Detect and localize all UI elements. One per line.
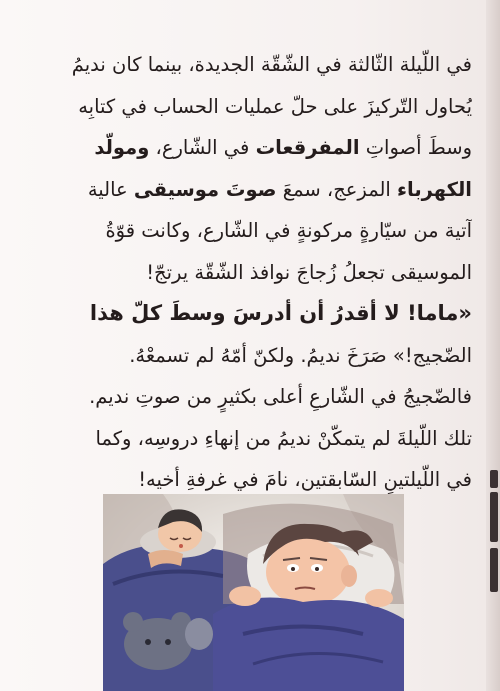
nadim-ear (341, 565, 357, 587)
story-line: الموسيقى تجعلُ زُجاجَ نوافذ الشّقّة يرتجّ! (146, 260, 472, 284)
story-line: يُحاول التّركيزَ على حلّ عمليات الحساب في كتابِه (78, 94, 472, 118)
nadim-hand (229, 586, 261, 606)
nadim-pupil (291, 567, 295, 571)
bedroom-scene (103, 494, 404, 691)
story-line: الضّجيج!» صَرَخَ نديمُ. ولكنّ أمّهُ لم تسمعْهُ. (129, 343, 472, 367)
page-edge (486, 0, 500, 691)
plush-toy-paw (185, 618, 213, 650)
story-line: تلك اللّيلةَ لم يتمكّنْ نديمُ من إنهاءِ دروسِه، وكما (95, 426, 472, 450)
edge-mark (490, 492, 498, 542)
plush-toy-ear (123, 612, 143, 632)
story-text (36, 44, 472, 501)
nadim-blanket (213, 598, 404, 691)
nadim-hand (365, 589, 393, 607)
story-line-bold: «ماما! لا أقدرُ أن أدرسَ وسطَ كلّ هذا (89, 301, 472, 325)
story-line: في اللّيلة الثّالثة في الشّقّة الجديدة، بينما كان نديمُ (71, 53, 472, 76)
edge-mark (490, 548, 498, 592)
nadim-pupil (315, 567, 319, 571)
edge-mark (490, 470, 498, 488)
story-line: آتية من سيّارةٍ مركونةٍ في الشّارع، وكانت قوّةُ (105, 219, 472, 242)
two-boys-in-bed-illustration (103, 494, 404, 691)
plush-toy-eye (145, 639, 151, 645)
story-line: في اللّيلتينِ السّابقتين، نامَ في غرفةِ أخيه! (138, 468, 472, 491)
brother-mouth (179, 544, 183, 548)
story-line: فالضّجيجُ في الشّارعِ أعلى بكثيرٍ من صوتِ نديم. (89, 385, 472, 408)
plush-toy-eye (165, 639, 171, 645)
story-line: الكهرباء المزعج، سمعَ صوتَ موسيقى عالية (87, 177, 472, 201)
story-line: وسطَ أصواتِ المفرقعات في الشّارع، ومولّد (94, 136, 472, 159)
